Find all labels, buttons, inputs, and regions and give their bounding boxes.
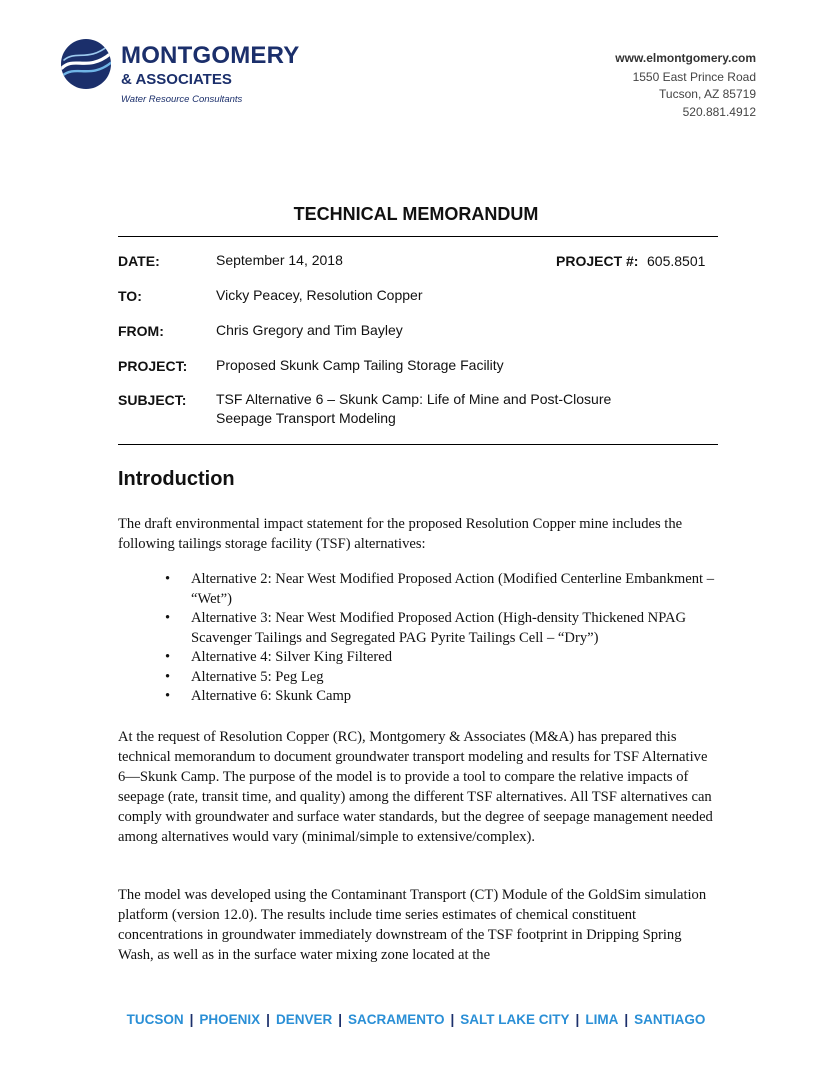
office-salt-lake-city: SALT LAKE CITY (460, 1012, 570, 1027)
footer-separator: | (266, 1012, 270, 1027)
bullet-icon: • (165, 668, 171, 685)
list-item-text: Alternative 6: Skunk Camp (191, 688, 352, 704)
office-tucson: TUCSON (126, 1012, 184, 1027)
list-item-text: Alternative 5: Peg Leg (191, 668, 324, 685)
phone-number: 520.881.4912 (682, 105, 756, 119)
office-santiago: SANTIAGO (634, 1012, 706, 1027)
footer-separator: | (189, 1012, 194, 1027)
date-value: September 14, 2018 (216, 252, 343, 268)
footer-separator: | (338, 1012, 342, 1027)
list-item (165, 570, 725, 609)
office-locations-footer (0, 1012, 832, 1027)
from-label: FROM: (118, 323, 164, 339)
subject-label: SUBJECT: (118, 392, 187, 408)
bullet-icon: • (165, 649, 171, 665)
list-item (165, 609, 725, 648)
company-tagline: Water Resource Consultants (121, 94, 243, 105)
memo-title: TECHNICAL MEMORANDUM (293, 204, 539, 224)
bullet-icon: • (165, 610, 171, 626)
alternatives-list (165, 570, 725, 707)
company-name: MONTGOMERY (121, 42, 300, 69)
from-value: Chris Gregory and Tim Bayley (216, 322, 403, 338)
company-name-sub: & ASSOCIATES (121, 71, 232, 88)
project-number-value: 605.8501 (647, 253, 706, 269)
address-line-1: 1550 East Prince Road (632, 70, 756, 84)
office-lima: LIMA (585, 1012, 619, 1027)
address-line-2: Tucson, AZ 85719 (659, 87, 756, 101)
project-number-label: PROJECT #: (556, 253, 639, 269)
header-top-rule (118, 236, 718, 237)
list-item-text: Alternative 4: Silver King Filtered (191, 649, 393, 665)
footer-separator: | (575, 1012, 580, 1027)
project-value: Proposed Skunk Camp Tailing Storage Facility (216, 357, 504, 373)
footer-separator: | (624, 1012, 629, 1027)
list-item-text: Alternative 2: Near West Modified Proposed Action (Modified Centerline Embankment – “Wet”) (191, 571, 715, 607)
list-item-text: Alternative 3: Near West Modified Proposed Action (High-density Thickened NPAG Scavenger Tailings and Segregated PAG Pyrite Tailings Cell – “Dry”) (191, 610, 687, 646)
bullet-icon: • (165, 571, 171, 587)
subject-line-1: TSF Alternative 6 – Skunk Camp: Life of Mine and Post-Closure (216, 391, 612, 407)
project-label: PROJECT: (118, 358, 188, 374)
office-phoenix: PHOENIX (199, 1012, 261, 1027)
office-sacramento: SACRAMENTO (348, 1012, 445, 1027)
list-item (165, 687, 725, 707)
to-value: Vicky Peacey, Resolution Copper (216, 287, 423, 303)
company-website[interactable]: www.elmontgomery.com (615, 51, 756, 65)
list-item (165, 648, 725, 668)
office-denver: DENVER (275, 1012, 333, 1027)
to-label: TO: (118, 288, 142, 304)
company-logo-globe-icon (60, 38, 112, 90)
list-item (165, 668, 725, 688)
subject-line-2: Seepage Transport Modeling (216, 410, 396, 426)
intro-paragraph: The draft environmental impact statement for the proposed Resolution Copper mine includes the following tailings storage facility (TSF) alternatives: (118, 516, 683, 552)
section-heading: Introduction (118, 468, 235, 490)
date-label: DATE: (118, 253, 160, 269)
footer-separator: | (450, 1012, 455, 1027)
header-bottom-rule (118, 444, 718, 445)
request-paragraph: At the request of Resolution Copper (RC), Montgomery & Associates (M&A) has prepared this technical memorandum to document groundwater transport modeling and results for TSF Alternative 6—Skunk Camp. The purpose of the model is to provide a tool to compare the relative impacts of seepage (rate, transit time, and quality) among the different TSF alternatives. All TSF alternatives can comply with groundwater and surface water standards, but the degree of seepage management needed among alternatives would vary (minimal/simple to extensive/complex). (118, 729, 713, 845)
bullet-icon: • (165, 688, 171, 704)
model-paragraph: The model was developed using the Contaminant Transport (CT) Module of the GoldSim simulation platform (version 12.0). The results include time series estimates of chemical constituent concentrations in groundwater immediately downstream of the TSF footprint in Dripping Spring Wash, as well as in the surface water mixing zone located at the (118, 887, 707, 963)
